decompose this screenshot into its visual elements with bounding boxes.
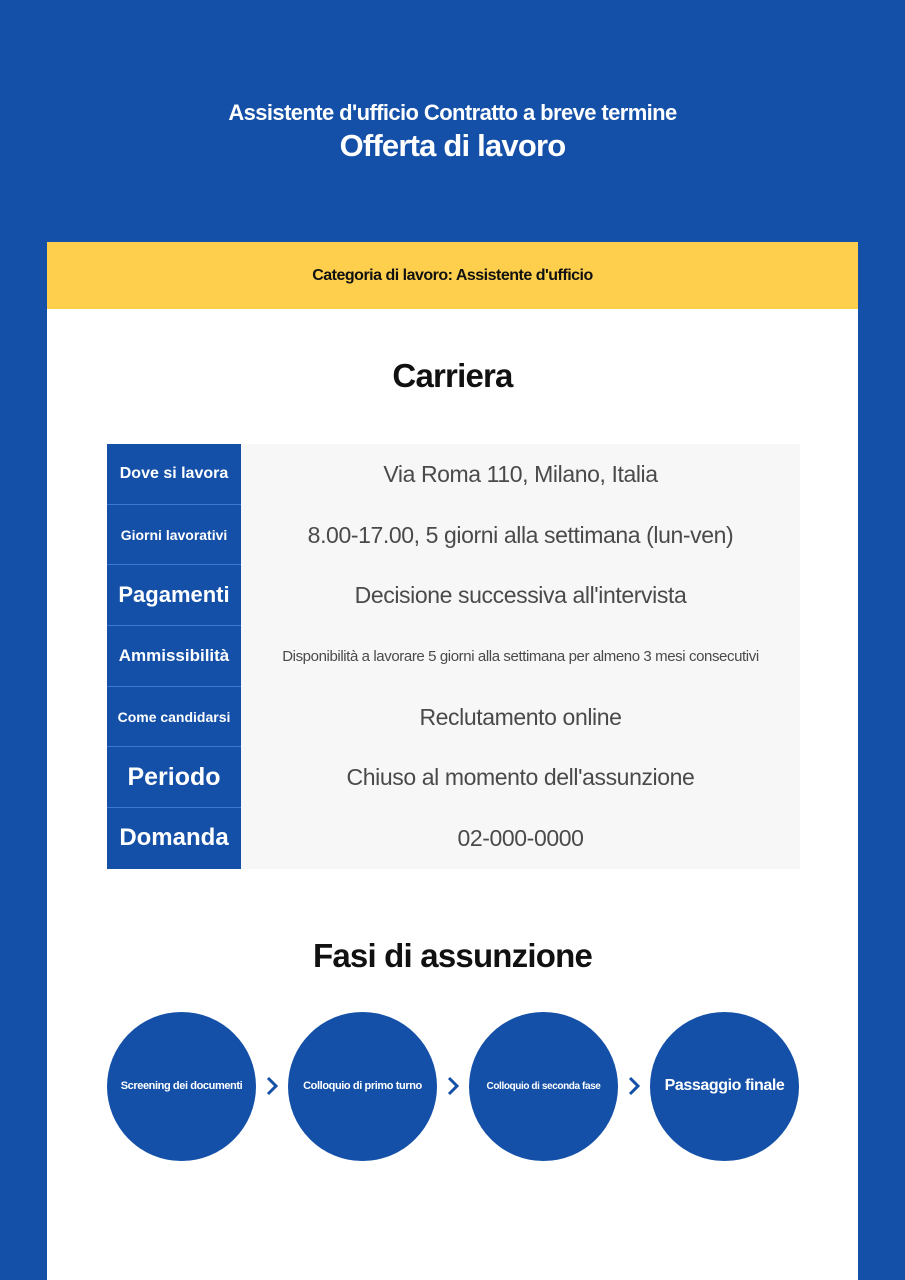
step-document-screening: Screening dei documenti: [107, 1012, 256, 1161]
info-label: Pagamenti: [107, 565, 241, 626]
hiring-steps-title: Fasi di assunzione: [312, 937, 592, 974]
career-title: Carriera: [392, 357, 513, 394]
info-label: Periodo: [107, 747, 241, 808]
info-label: Giorni lavorativi: [107, 505, 241, 566]
hiring-steps: [107, 1011, 800, 1161]
chevron-right-icon: [437, 1075, 469, 1097]
info-label: Domanda: [107, 808, 241, 869]
step-first-interview: Colloquio di primo turno: [288, 1012, 437, 1161]
info-row-payments: [107, 565, 800, 626]
info-value: Via Roma 110, Milano, Italia: [241, 444, 800, 505]
info-value: Chiuso al momento dell'assunzione: [241, 747, 800, 808]
info-label: Come candidarsi: [107, 687, 241, 748]
category-banner: [47, 242, 858, 309]
info-label: Dove si lavora: [107, 444, 241, 505]
step-final: Passaggio finale: [650, 1012, 799, 1161]
page-title: Offerta di lavoro: [339, 128, 566, 163]
info-row-contact: [107, 808, 800, 869]
info-value: Decisione successiva all'intervista: [241, 565, 800, 626]
info-value: Reclutamento online: [241, 687, 800, 748]
job-offer-card: [47, 242, 858, 1280]
info-value: 02-000-0000: [241, 808, 800, 869]
career-info-table: [107, 444, 800, 869]
chevron-right-icon: [256, 1075, 288, 1097]
info-value: 8.00-17.00, 5 giorni alla settimana (lun-ven): [241, 505, 800, 566]
info-row-period: [107, 747, 800, 808]
chevron-right-icon: [618, 1075, 650, 1097]
info-label: Ammissibilità: [107, 626, 241, 687]
header-subtitle: Assistente d'ufficio Contratto a breve termine: [228, 100, 677, 125]
info-row-eligibility: [107, 626, 800, 687]
header: [0, 0, 905, 242]
category-text: Categoria di lavoro: Assistente d'ufficio: [312, 266, 593, 284]
info-value: Disponibilità a lavorare 5 giorni alla settimana per almeno 3 mesi consecutivi: [241, 626, 800, 687]
info-row-how-to-apply: [107, 687, 800, 748]
info-row-working-days: [107, 505, 800, 566]
info-row-location: [107, 444, 800, 505]
step-second-interview: Colloquio di seconda fase: [469, 1012, 618, 1161]
